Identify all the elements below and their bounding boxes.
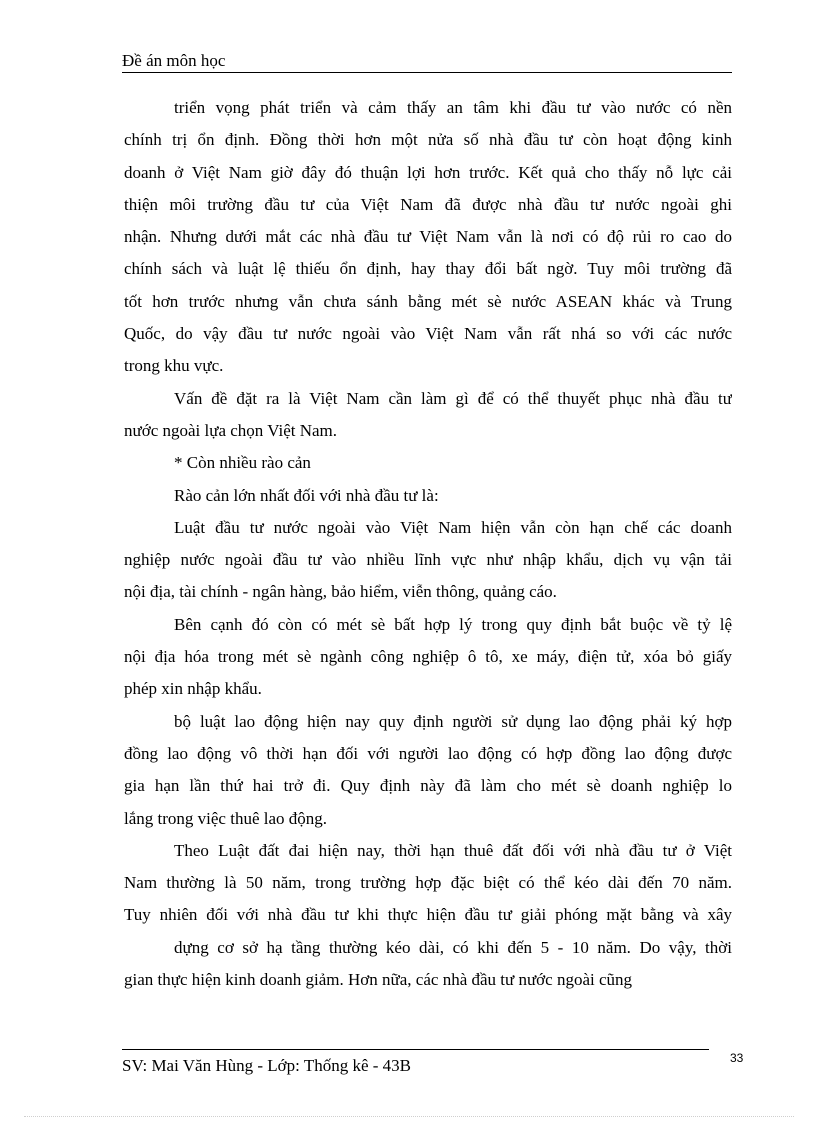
page-number: 33 [730,1051,744,1065]
body-text [124,92,732,996]
footer-author: SV: Mai Văn Hùng - Lớp: Thống kê - 43B [122,1056,411,1075]
text-line: nghiệp nước ngoài đầu tư vào nhiều lĩnh vực như nhập khẩu, dịch vụ vận tải [124,550,732,570]
text-line: nội địa hóa trong mét sè ngành công nghiệp ô tô, xe máy, điện tử, xóa bỏ giấy [124,647,732,667]
text-line: nước ngoài lựa chọn Việt Nam. [124,420,338,440]
text-line: phép xin nhập khẩu. [124,679,262,699]
text-line: nhận. Nhưng dưới mắt các nhà đầu tư Việt Nam vẫn là nơi có độ rủi ro cao do [124,227,732,247]
page-edge-divider [24,1116,794,1117]
text-line: lắng trong việc thuê lao động. [124,808,328,828]
text-line: chính trị ổn định. Đồng thời hơn một nửa số nhà đầu tư còn hoạt động kinh [124,130,732,150]
text-line: trong khu vực. [124,356,224,376]
text-line: doanh ở Việt Nam giờ đây đó thuận lợi hơn trước. Kết quả cho thấy nỗ lực cải [124,162,732,182]
text-line: thiện môi trường đầu tư của Việt Nam đã được nhà đầu tư nước ngoài ghi [124,194,732,214]
text-line: bộ luật lao động hiện nay quy định người sử dụng lao động phải ký hợp [174,711,732,731]
text-line: * Còn nhiều rào cản [174,453,311,473]
text-line: Theo Luật đất đai hiện nay, thời hạn thuê đất đối với nhà đầu tư ở Việt [174,840,732,860]
text-line: đồng lao động vô thời hạn đối với người lao động có hợp đồng lao động được [124,743,732,763]
text-line: Tuy nhiên đối với nhà đầu tư khi thực hiện đầu tư giải phóng mặt bằng và xây [124,905,732,925]
text-line: Quốc, do vậy đầu tư nước ngoài vào Việt Nam vẫn rất nhá so với các nước [124,324,732,344]
text-line: tốt hơn trước nhưng vẫn chưa sánh bằng mét sè nước ASEAN khác và Trung [124,291,732,311]
text-line: Rào cản lớn nhất đối với nhà đầu tư là: [174,485,439,505]
text-line: gia hạn lần thứ hai trở đi. Quy định này đã làm cho mét sè doanh nghiệp lo [124,776,732,796]
header-title: Đề án môn học [122,51,226,70]
text-line: Luật đầu tư nước ngoài vào Việt Nam hiện vẫn còn hạn chế các doanh [174,517,732,537]
text-line: chính sách và luật lệ thiếu ổn định, hay thay đổi bất ngờ. Tuy môi trường đã [124,259,732,279]
text-line: Vấn đề đặt ra là Việt Nam cần làm gì để có thể thuyết phục nhà đầu tư [174,388,732,408]
text-line: Bên cạnh đó còn có mét sè bất hợp lý trong quy định bắt buộc về tỷ lệ [174,614,732,634]
footer-rule [122,1049,709,1050]
text-line: triển vọng phát triển và cảm thấy an tâm khi đầu tư vào nước có nền [174,98,732,117]
text-line: Nam thường là 50 năm, trong trường hợp đặc biệt có thể kéo dài đến 70 năm. [124,873,732,893]
text-line: nội địa, tài chính - ngân hàng, bảo hiểm, viễn thông, quảng cáo. [124,582,557,602]
text-line: dựng cơ sở hạ tầng thường kéo dài, có khi đến 5 - 10 năm. Do vậy, thời [174,937,732,957]
page-header [122,50,732,73]
text-line: gian thực hiện kinh doanh giảm. Hơn nữa, các nhà đầu tư nước ngoài cũng [124,970,633,990]
